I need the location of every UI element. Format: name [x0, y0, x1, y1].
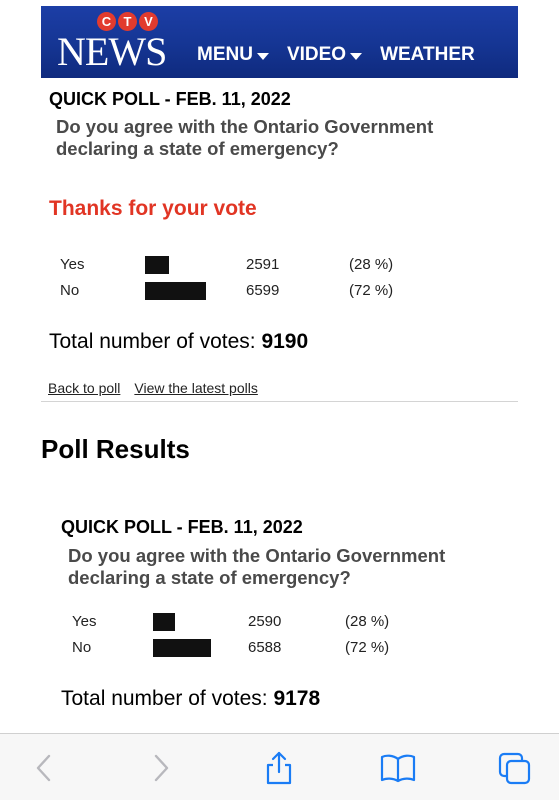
- main-nav: [197, 44, 475, 66]
- total-votes: [61, 687, 320, 711]
- total-votes-value: 9178: [273, 687, 321, 710]
- nav-menu-label: MENU: [197, 44, 253, 65]
- nav-video-label: VIDEO: [286, 44, 347, 65]
- result-count: 6588: [248, 639, 282, 656]
- result-row-no: [72, 639, 432, 657]
- back-icon[interactable]: [24, 748, 64, 788]
- divider: [41, 401, 518, 402]
- poll-heading: QUICK POLL - FEB. 11, 2022: [49, 89, 291, 109]
- caret-down-icon: [257, 53, 269, 60]
- browser-toolbar: [0, 733, 559, 800]
- nav-weather-label: WEATHER: [380, 44, 475, 65]
- caret-down-icon: [350, 53, 362, 60]
- poll-question-line: declaring a state of emergency?: [68, 567, 351, 588]
- nav-menu[interactable]: [197, 44, 269, 66]
- total-votes-value: 9190: [261, 330, 309, 353]
- poll-results-title: Poll Results: [41, 434, 190, 464]
- poll-question-line: Do you agree with the Ontario Government: [68, 545, 446, 566]
- poll-question: [56, 116, 433, 160]
- poll-heading: QUICK POLL - FEB. 11, 2022: [61, 517, 303, 537]
- poll-question-line: Do you agree with the Ontario Government: [56, 116, 434, 137]
- tabs-icon[interactable]: [494, 748, 534, 788]
- result-bar: [145, 256, 169, 274]
- logo-news-word: NEWS: [57, 29, 167, 74]
- result-percent: (72 %): [345, 639, 390, 656]
- poll-question: [68, 545, 445, 589]
- logo-letter: V: [139, 12, 158, 31]
- result-count: 2590: [248, 613, 282, 630]
- result-percent: (28 %): [349, 256, 394, 273]
- poll-links: [48, 380, 258, 396]
- total-votes-label: Total number of votes:: [49, 330, 256, 353]
- back-to-poll-link[interactable]: Back to poll: [48, 380, 121, 396]
- forward-icon[interactable]: [141, 748, 181, 788]
- nav-video[interactable]: [287, 44, 362, 66]
- result-row-yes: [72, 613, 432, 631]
- result-count: 6599: [246, 282, 280, 299]
- result-label: No: [72, 639, 92, 656]
- result-row-yes: [60, 256, 420, 274]
- result-label: Yes: [72, 613, 97, 630]
- bookmarks-icon[interactable]: [378, 748, 418, 788]
- total-votes-label: Total number of votes:: [61, 687, 268, 710]
- ctv-news-logo[interactable]: [57, 12, 169, 74]
- total-votes: [49, 330, 308, 354]
- result-label: Yes: [60, 256, 85, 273]
- logo-letter: T: [118, 12, 137, 31]
- result-label: No: [60, 282, 80, 299]
- result-count: 2591: [246, 256, 280, 273]
- poll-question-line: declaring a state of emergency?: [56, 138, 339, 159]
- site-header: [41, 6, 518, 78]
- view-latest-polls-link[interactable]: View the latest polls: [134, 380, 258, 396]
- share-icon[interactable]: [259, 748, 299, 788]
- result-bar: [153, 613, 175, 631]
- result-percent: (28 %): [345, 613, 390, 630]
- thanks-message: Thanks for your vote: [49, 197, 257, 220]
- result-bar: [153, 639, 211, 657]
- nav-weather[interactable]: [380, 44, 475, 66]
- result-bar: [145, 282, 206, 300]
- result-percent: (72 %): [349, 282, 394, 299]
- result-row-no: [60, 282, 420, 300]
- logo-letter: C: [97, 12, 116, 31]
